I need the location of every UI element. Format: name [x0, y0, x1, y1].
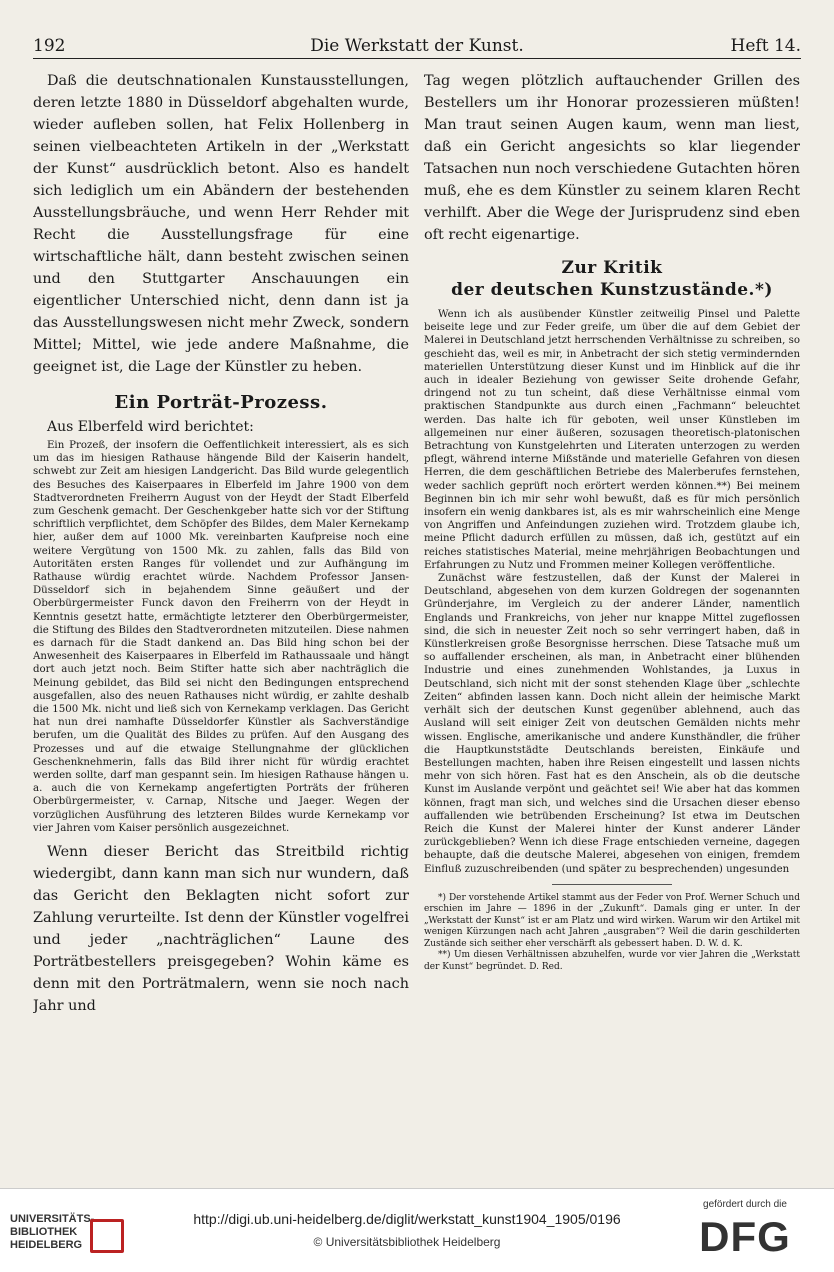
- article-body: Ein Prozeß, der insofern die Oeffentlichkeit interessiert, als es sich um das im hiesigen Rathause hängende Bild der Kaiserin handelt, schwebt zur Zeit am hiesigen Landgericht. Das Bild wurde gelegentlich des Besuches des Kaiserpaares in Elberfeld im Jahre 1900 von dem Stadtverordneten Freiherrn August von der Heydt der Stadt Elberfeld zum Geschenk gemacht. Der Geschenkgeber hatte sich vor der Stiftung schriftlich verpflichtet, dem Schöpfer des Bildes, dem Maler Kernekamp hier, außer dem auf 1000 Mk. vereinbarten Kaufpreise noch eine weitere Vergütung von 1500 Mk. zu zahlen, falls das Bild von Autoritäten ersten Ranges für vollendet und zur Aufhängung im Rathause würdig erachtet würde. Nachdem Professor Jansen-Düsseldorf sich in bejahendem Sinne geäußert und der Oberbürgermeister Funck davon den Freiherrn von der Heydt in Kenntnis gesetzt hatte, ermächtigte letzterer den Oberbürgermeister, die Stiftung des Bildes den Stadtverordneten mitzuteilen. Diese nahmen es darnach für die Stadt dankend an. Das Bild hing schon bei der Anwesenheit des Kaiserpaares in Elberfeld im Rathaussaale und hängt dort auch jetzt noch. Beim Stifter hatte sich aber nachträglich die Meinung gebildet, das Bild sei nicht den Bedingungen entsprechend ausgefallen, also des neuen Rathauses nicht würdig, er zahlte deshalb die 1500 Mk. nicht und ließ sich von Kernekamp verklagen. Das Gericht hat nun drei namhafte Düsseldorfer Künstler als Sachverständige berufen, um die Qualität des Bildes zu prüfen. Auf den Ausgang des Prozesses und auf die etwaige Stellungnahme der glücklichen Geschenknehmerin, falls das Bild ihrer nicht für würdig erachtet werden sollte, darf man gespannt sein. Im hiesigen Rathause hängen u. a. auch die von Kernekamp angefertigten Porträts der früheren Oberbürgermeister, v. Carnap, Nitsche und Jaeger. Wegen der vorzüglichen Ausführung des letzteren Bildes wurde Kernekamp vor vier Jahren vom Kaiser persönlich ausgezeichnet.: [33, 440, 409, 834]
- library-name-line1: UNIVERSITÄTS-: [10, 1213, 95, 1225]
- footnote-1: *) Der vorstehende Artikel stammt aus der Feder von Prof. Werner Schuch und erschien im Jahre — 1896 in der „Zukunft“. Damals ging er unter. In der „Werkstatt der Kunst“ ist er am Platz und wird wirken. Warum wir den Artikel mit wenigen Kürzungen nach acht Jahren „ausgraben“? Weil die darin geschilderten Zustände sich seither eher verschärft als gebessert haben. D. W. d. K.: [424, 892, 800, 949]
- permalink-url[interactable]: http://digi.ub.uni-heidelberg.de/diglit/werkstatt_kunst1904_1905/0196: [193, 1211, 621, 1227]
- article-heading-portrait-trial: Ein Porträt-Prozess.: [114, 392, 328, 413]
- closing-paragraph: Wenn dieser Bericht das Streitbild richtig wiedergibt, dann kann man sich nur wundern, daß das Gericht den Beklagten nicht sofort zur Zahlung verurteilte. Ist denn der Künstler vogelfrei und jeder „nachträglichen“ Laune des Porträtbestellers preisgegeben? Wohin käme es denn mit den Porträtmalern, wenn sie noch nach Jahr und: [33, 844, 409, 1015]
- intro-paragraph: Daß die deutschnationalen Kunstausstellungen, deren letzte 1880 in Düsseldorf abgehalten wurde, wieder aufleben sollen, hat Felix Hollenberg in seinen vielbeachteten Artikeln in der „Werkstatt der Kunst“ ausdrücklich betont. Also es handelt sich lediglich um ein Abändern der bestehenden Ausstellungsbräuche, und wenn Herr Rehder mit Recht die Ausstellungsfrage für eine wirtschaftliche hält, dann besteht zwischen seinen und den Stuttgarter Anschauungen ein eigentlicher Unterschied nicht, denn dann ist ja das Ausstellungswesen nicht mehr Zweck, sondern Mittel; Mittel, wie jede andere Maßnahme, die geeignet ist, die Lage der Künstler zu heben.: [33, 73, 409, 375]
- issue-number: Heft 14.: [730, 36, 801, 56]
- page-header: [33, 36, 801, 59]
- right-column: [424, 70, 800, 1170]
- article-subheading: Aus Elberfeld wird berichtet:: [47, 419, 254, 435]
- library-logo[interactable]: [10, 1213, 160, 1253]
- library-name-line3: HEIDELBERG: [10, 1239, 83, 1251]
- journal-title: Die Werkstatt der Kunst.: [310, 36, 524, 56]
- library-emblem-icon: [90, 1219, 124, 1253]
- critique-paragraph-1: Wenn ich als ausübender Künstler zeitweilig Pinsel und Palette beiseite lege und zur Feder greife, um über die auf dem Gebiet der Malerei in Deutschland jetzt herrschenden Verhältnisse zu schreiben, so geschieht das, weil es mir, in Anbetracht der sich stetig vermindernden materiellen Unterstützung dieser Kunst und im Hinblick auf die ihr auch in idealer Beziehung von gewisser Seite drohende Gefahr, dringend not zu tun scheint, daß diese Verhältnisse einmal vom praktischen Standpunkte aus durch einen „Fachmann“ beleuchtet werden. Das halte ich für geboten, weil unser Künstleben im allgemeinen nur einer äußeren, sozusagen theoretisch-platonischen Betrachtung von Kunstgelehrten und Literaten unterzogen zu werden pflegt, während interne Mißstände und materielle Gefahren von diesen Herren, die dem geschäftlichen Betriebe des Malerberufes fernstehen, weder sachlich geprüft noch erörtert werden können.**) Bei meinem Beginnen bin ich mir sehr wohl bewußt, daß es für mich persönlich insofern ein wenig dankbares ist, als es mir wahrscheinlich eine Menge von Angriffen und Anfeindungen zuziehen wird. Trotzdem glaube ich, meine Pflicht dadurch erfüllen zu müssen, daß ich, gestützt auf ein reiches statistisches Material, meine mehrjährigen Beobachtungen und Erfahrungen zu Nutz und Frommen meiner Kollegen veröffentliche.: [424, 309, 800, 571]
- copyright-notice: © Universitätsbibliothek Heidelberg: [313, 1235, 501, 1249]
- page-number: 192: [33, 36, 66, 56]
- dfg-logo[interactable]: DFG: [699, 1213, 791, 1260]
- library-footer: [0, 1188, 834, 1272]
- funding-label: gefördert durch die: [703, 1199, 787, 1210]
- footnote-divider: [552, 884, 672, 885]
- critique-paragraph-2: Zunächst wäre festzustellen, daß der Kunst der Malerei in Deutschland, abgesehen von dem kurzen Goldregen der sogenannten Gründerjahre, im Vergleich zu der anderer Länder, namentlich Englands und Frankreichs, von jeher nur knappe Mittel zugeflossen sind, die sich in neuester Zeit noch so sehr verringert haben, daß in Künstlerkreisen große Besorgnisse herrschen. Diese Tatsache muß um so auffallender erscheinen, als man, in Anbetracht einer blühenden Industrie und eines zunehmenden Wohlstandes, ja Luxus in Deutschland, sich nicht mit der sonst stehenden Klage über „schlechte Zeiten“ abfinden lassen kann. Doch nicht allein der heimische Markt verhält sich der deutschen Kunst gegenüber ablehnend, auch das Ausland will seit einiger Zeit von deutschen Gemälden nichts mehr wissen. Englische, amerikanische und andere Kunsthändler, die früher die Hauptkunststädte Deutschlands bereisten, Einkäufe und Bestellungen machten, haben ihre Reisen eingestellt und lassen nichts mehr von sich hören. Fast hat es den Anschein, als ob die deutsche Kunst im Auslande verpönt und geächtet sei! Wie aber hat das kommen können, fragt man sich, und welches sind die Ursachen dieser ebenso auffallenden wie betrübenden Erscheinung? Ist etwa im Deutschen Reich die Kunst der Malerei hinter der Kunst anderer Länder zurückgeblieben? Wenn ich diese Frage entschieden verneine, dagegen behaupte, daß die deutsche Malerei, abgesehen von einigen, fremdem Einfluß zuzuschreibenden (und später zu besprechenden) ungesunden: [424, 573, 800, 875]
- article-heading-line2: der deutschen Kunstzustände.*): [451, 280, 773, 300]
- footnote-2: **) Um diesen Verhältnissen abzuhelfen, wurde vor vier Jahren die „Werkstatt der Kunst“ begründet. D. Red.: [424, 950, 800, 972]
- article-heading-line1: Zur Kritik: [561, 258, 663, 278]
- library-name-line2: BIBLIOTHEK: [10, 1226, 78, 1238]
- left-column: [33, 70, 409, 1170]
- continuation-paragraph: Tag wegen plötzlich auftauchender Grillen des Bestellers um ihr Honorar prozessieren müßten! Man traut seinen Augen kaum, wenn man liest, daß ein Gericht angesichts so klar liegender Tatsachen nun noch verschiedene Gutachten hören muß, ehe es dem Künstler zu seinem klaren Recht verhilft. Aber die Wege der Jurisprudenz sind eben oft recht eigenartige.: [424, 73, 800, 243]
